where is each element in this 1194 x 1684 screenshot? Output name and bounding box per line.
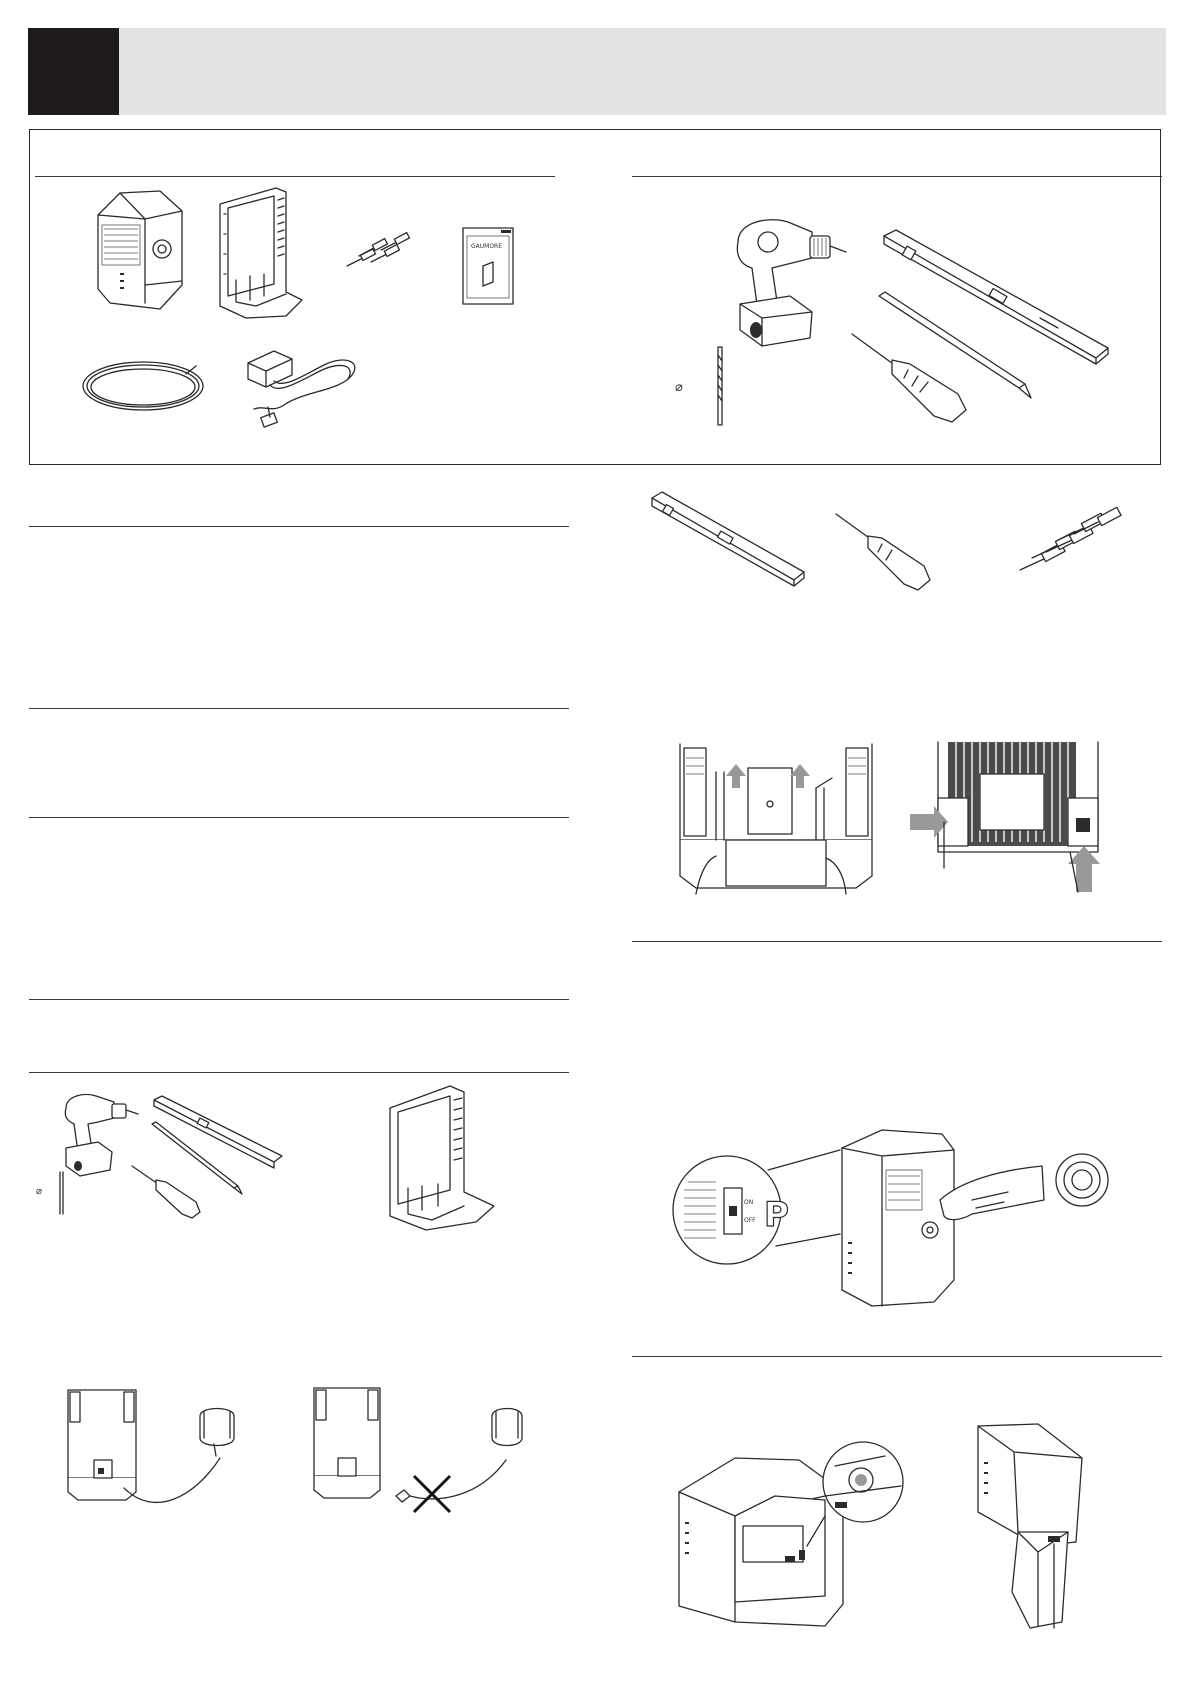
section-rule-3 [29, 817, 569, 818]
bracket-clip-insertion-illustration [908, 742, 1118, 892]
bracket-cable-routing-illustration [676, 744, 876, 894]
wall-bracket-mounted-illustration [386, 1082, 498, 1232]
section-rule-6 [632, 941, 1162, 942]
section-number-block [28, 28, 119, 115]
docking-station-illustration [90, 185, 190, 315]
user-manual-illustration [461, 226, 517, 308]
tools-required-rule [632, 176, 1162, 177]
switch-off-label: OFF [744, 1217, 756, 1224]
adapter-connection-incorrect-illustration [310, 1386, 540, 1526]
battery-compartment-illustration [675, 1436, 915, 1636]
cable-coil-illustration [78, 356, 208, 416]
wall-bracket-illustration [216, 184, 306, 320]
battery-removed-illustration [958, 1422, 1098, 1632]
section-rule-7 [632, 1356, 1162, 1357]
manual-cover-brand: GAUMORE [471, 243, 503, 250]
wall-plugs-and-screws-illustration [345, 232, 415, 272]
section-rule-2 [29, 708, 569, 709]
adapter-connection-correct-illustration [64, 1388, 264, 1508]
kit-contents-rule [35, 176, 555, 177]
parking-letter: P [764, 1195, 789, 1235]
page-header-bar [28, 28, 1166, 115]
drill-bit-illustration [710, 345, 730, 430]
mounting-tools-illustration [58, 1090, 298, 1220]
switch-on-label: ON [744, 1199, 754, 1206]
section-rule-5 [29, 1072, 569, 1073]
diameter-symbol: ⌀ [675, 380, 683, 395]
screwdriver-illustration [848, 330, 988, 430]
wall-plugs-large-illustration [1018, 510, 1128, 580]
section-rule-4 [29, 999, 569, 1000]
screwdriver-small-illustration [832, 510, 952, 600]
section-rule-1 [29, 526, 569, 527]
power-adapter-illustration [244, 345, 364, 435]
parking-switch-illustration [672, 1130, 1112, 1310]
diameter-symbol-small: ⌀ [36, 1186, 43, 1197]
spirit-level-small-illustration [648, 488, 808, 588]
